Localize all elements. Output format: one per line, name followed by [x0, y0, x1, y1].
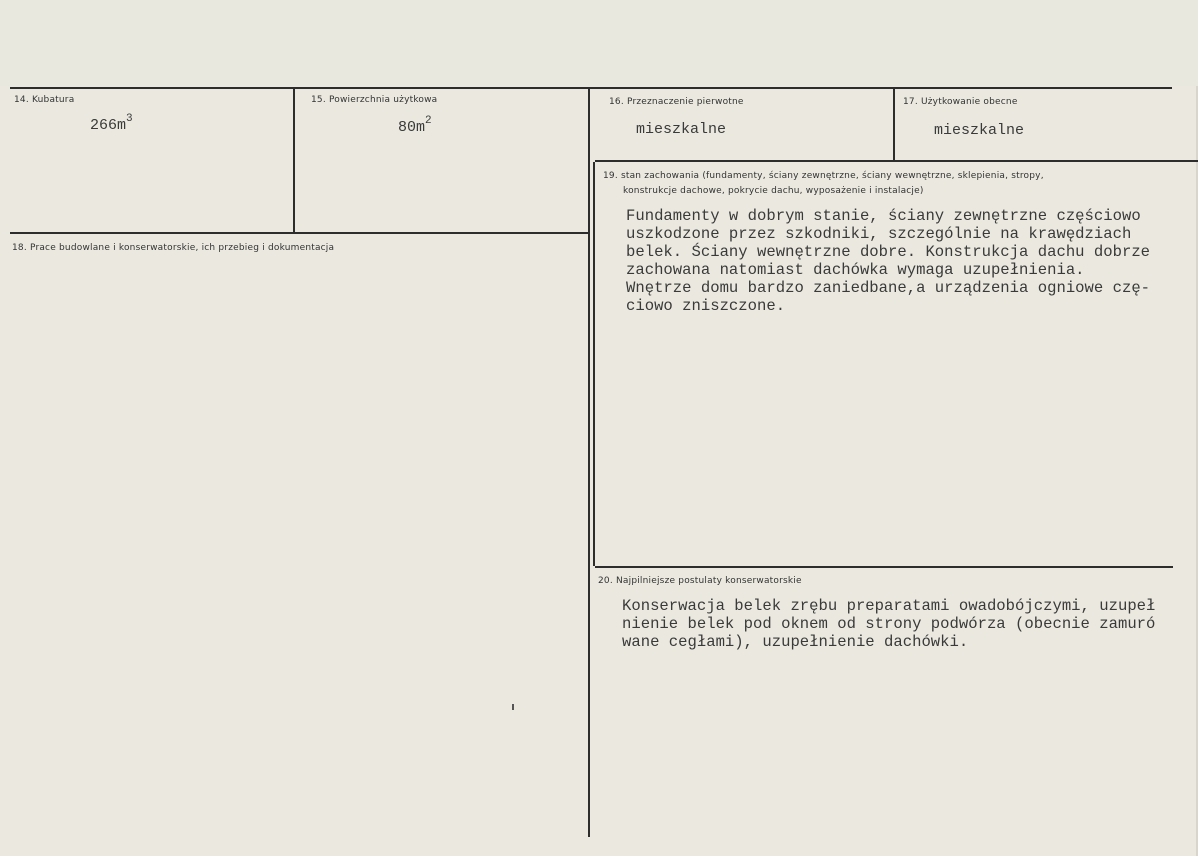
kubatura-unit-exponent: 3 [126, 113, 133, 125]
field-15-label: 15. Powierzchnia użytkowa [311, 95, 438, 105]
field-18-label: 18. Prace budowlane i konserwatorskie, ich przebieg i dokumentacja [12, 243, 335, 253]
rule-under-14-15 [10, 232, 590, 234]
field-19-line: ciowo zniszczone. [626, 297, 786, 315]
field-20-line: wane cegłami), uzupełnienie dachówki. [622, 633, 969, 651]
field-20-line: nienie belek pod oknem od strony podwórza (obecnie zamuró [622, 615, 1156, 633]
field-16-value: mieszkalne [636, 121, 727, 138]
field-19-line: belek. Ściany wewnętrzne dobre. Konstrukcja dachu dobrze [626, 243, 1151, 261]
top-rule [10, 87, 1172, 89]
card-top-margin [0, 0, 1198, 86]
field-19-line: zachowana natomiast dachówka wymaga uzupełnienia. [626, 261, 1085, 279]
field-19-label-line2: konstrukcje dachowe, pokrycie dachu, wyposażenie i instalacje) [623, 186, 924, 196]
field-14-label: 14. Kubatura [14, 95, 75, 105]
rule-above-20 [595, 566, 1173, 568]
divider-left-right [588, 89, 590, 837]
field-19-line: Fundamenty w dobrym stanie, ściany zewnętrzne częściowo [626, 207, 1141, 225]
kubatura-value: 266m [90, 117, 127, 134]
divider-19-left [593, 162, 595, 566]
field-16-label: 16. Przeznaczenie pierwotne [609, 97, 744, 107]
rule-under-16-17 [595, 160, 1198, 162]
field-17-value: mieszkalne [934, 122, 1025, 139]
ink-speck [512, 704, 514, 710]
field-20-label: 20. Najpilniejsze postulaty konserwatorskie [598, 576, 802, 586]
powierzchnia-unit-exponent: 2 [425, 115, 432, 127]
field-20-line: Konserwacja belek zrębu preparatami owadobójczymi, uzupeł [622, 597, 1156, 615]
field-14-value [90, 115, 133, 134]
field-15-value [398, 117, 432, 136]
field-17-label: 17. Użytkowanie obecne [903, 97, 1018, 107]
divider-14-15 [293, 89, 295, 234]
powierzchnia-value: 80m [398, 119, 426, 136]
divider-16-17 [893, 89, 895, 161]
field-19-line: uszkodzone przez szkodniki, szczególnie na krawędziach [626, 225, 1132, 243]
field-19-label-line1: 19. stan zachowania (fundamenty, ściany zewnętrzne, ściany wewnętrzne, sklepienia, stropy, [603, 171, 1044, 181]
field-19-line: Wnętrze domu bardzo zaniedbane,a urządzenia ogniowe czę- [626, 279, 1151, 297]
